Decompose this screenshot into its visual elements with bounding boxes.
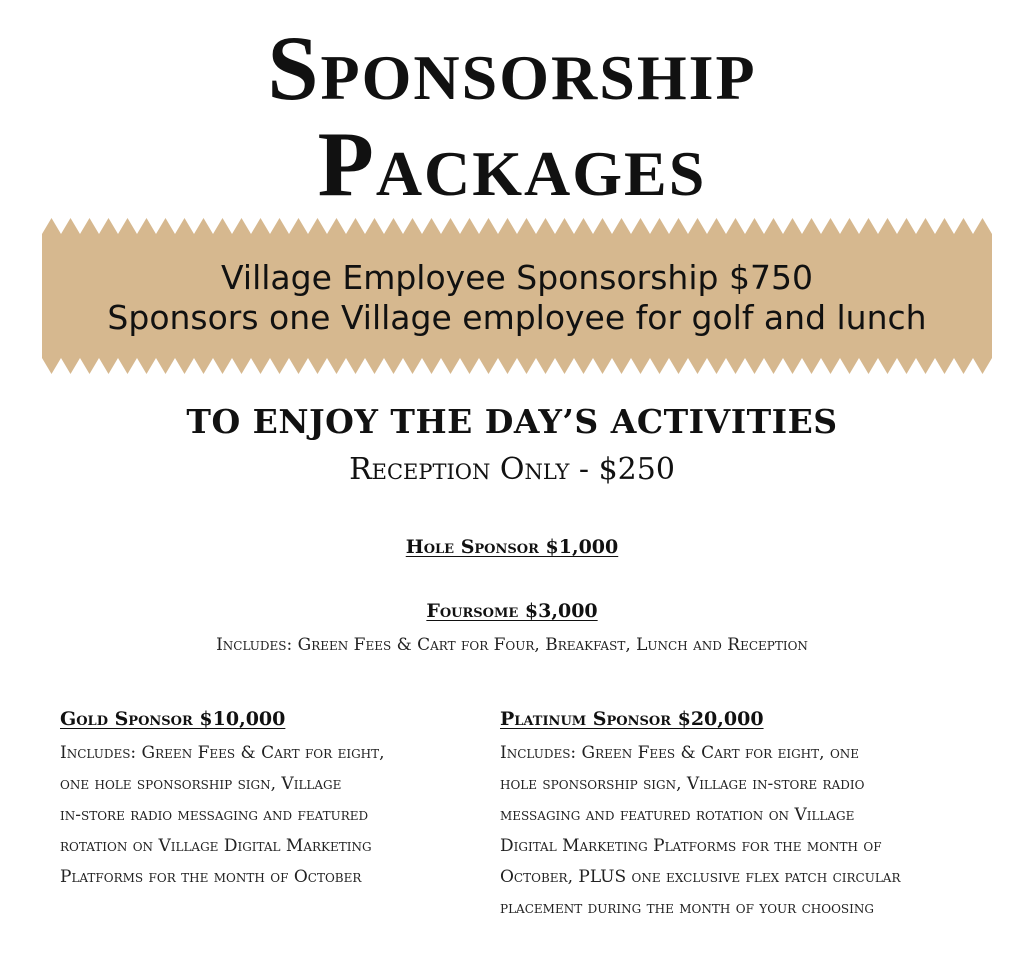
gold-desc-line: one hole sponsorship sign, Village <box>60 774 342 794</box>
foursome-description: Includes: Green Fees & Cart for Four, Breakfast, Lunch and Reception <box>216 635 808 655</box>
banner-line-1: Village Employee Sponsorship $750 <box>221 258 813 297</box>
title-line-2: Packages <box>317 113 707 215</box>
banner-line-2: Sponsors one Village employee for golf and lunch <box>107 298 927 337</box>
platinum-desc-line: placement during the month of your choosing <box>500 898 874 918</box>
gold-desc-line: Includes: Green Fees & Cart for eight, <box>60 743 385 763</box>
title-line-1: Sponsorship <box>267 17 757 119</box>
hole-sponsor-heading: Hole Sponsor $1,000 <box>405 536 619 558</box>
gold-sponsor-heading: Gold Sponsor $10,000 <box>60 708 286 730</box>
gold-desc-line: Platforms for the month of October <box>60 867 362 887</box>
gold-sponsor-description <box>60 738 385 893</box>
platinum-desc-line: Digital Marketing Platforms for the month of <box>500 836 882 856</box>
gold-desc-line: rotation on Village Digital Marketing <box>60 836 372 856</box>
gold-desc-line: in-store radio messaging and featured <box>60 805 369 825</box>
platinum-desc-line: Includes: Green Fees & Cart for eight, one <box>500 743 860 763</box>
reception-only-price: Reception Only - $250 <box>349 452 675 487</box>
platinum-desc-line: hole sponsorship sign, Village in-store radio <box>500 774 865 794</box>
foursome-heading: Foursome $3,000 <box>426 600 598 622</box>
employee-sponsorship-banner <box>42 218 992 374</box>
platinum-desc-line: messaging and featured rotation on Village <box>500 805 855 825</box>
platinum-sponsor-heading: Platinum Sponsor $20,000 <box>500 708 764 730</box>
platinum-sponsor-description <box>500 738 901 924</box>
enjoy-heading: TO ENJOY THE DAY’S ACTIVITIES <box>186 402 838 441</box>
platinum-desc-line: October, PLUS one exclusive flex patch circular <box>500 867 901 887</box>
